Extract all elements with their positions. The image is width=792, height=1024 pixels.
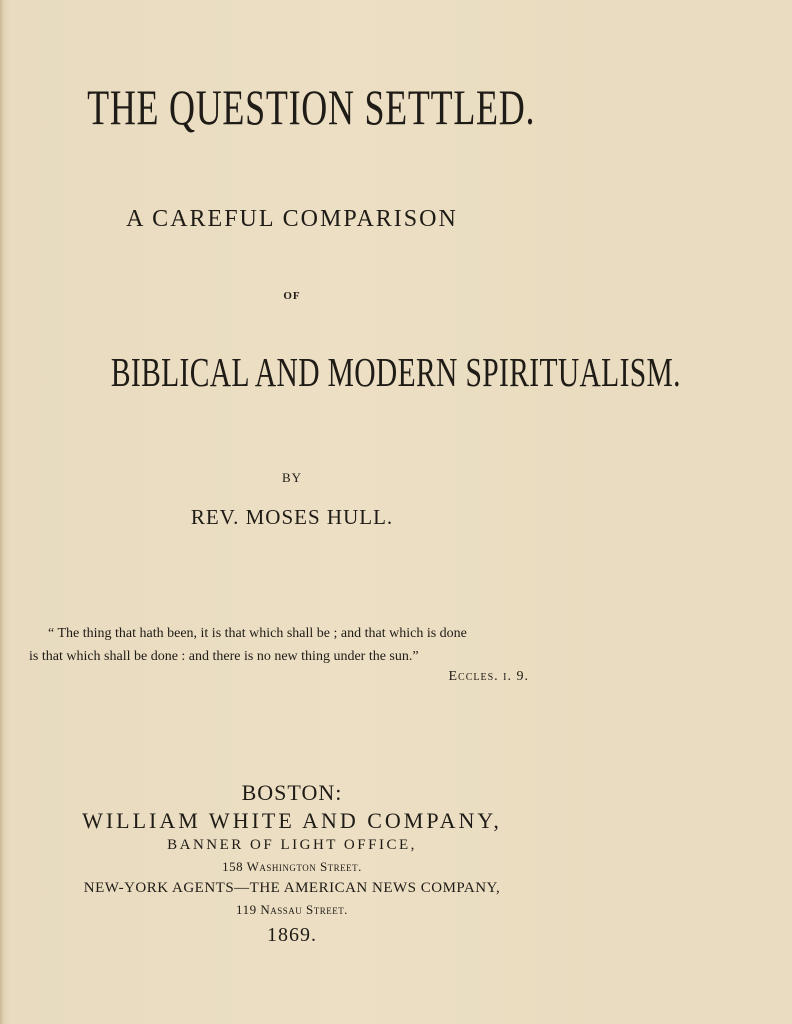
imprint-address-1: 158 Washington Street. [222, 859, 362, 874]
epigraph-line-1: “ The thing that hath been, it is that which shall be ; and that which is done [48, 626, 467, 641]
book-subject [0, 348, 681, 396]
imprint-city: BOSTON: [241, 780, 343, 805]
author-name: REV. MOSES HULL. [190, 505, 394, 529]
epigraph-reference: Eccles. i. 9. [448, 669, 529, 684]
imprint-agents: NEW-YORK AGENTS—THE AMERICAN NEWS COMPANY, [83, 880, 501, 896]
epigraph-line-2: is that which shall be done : and there is no new thing under the sun.” [29, 649, 419, 664]
of-connector: OF [283, 290, 301, 302]
imprint-address-2: 119 Nassau Street. [236, 902, 348, 917]
imprint-publisher: WILLIAM WHITE AND COMPANY, [82, 808, 502, 833]
by-label: BY [281, 470, 303, 485]
imprint-year: 1869. [267, 924, 317, 946]
book-subject-text: BIBLICAL AND MODERN SPIRITUALISM. [110, 349, 681, 395]
book-title-text: THE QUESTION SETTLED. [87, 79, 536, 135]
book-subtitle: A CAREFUL COMPARISON [126, 206, 458, 232]
imprint-office: BANNER OF LIGHT OFFICE, [167, 837, 417, 853]
book-title [0, 78, 584, 136]
